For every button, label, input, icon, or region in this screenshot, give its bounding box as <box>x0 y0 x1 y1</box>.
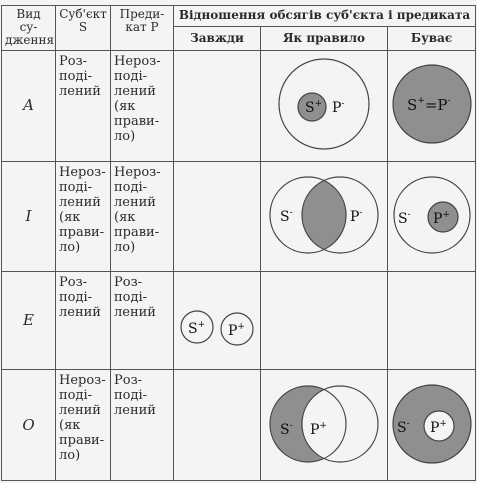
a-usually-p-sign: - <box>341 99 345 110</box>
row-a-subject: Роз- поді- лений <box>56 51 111 162</box>
svg-text:P+ <box>228 322 245 339</box>
row-a-kind: A <box>2 51 56 162</box>
row-o-always-empty <box>174 370 261 481</box>
svg-text:S+=P- <box>407 96 451 114</box>
a-sometimes-s-sign: + <box>416 96 425 107</box>
svg-text:S- <box>398 210 411 227</box>
e-always-diagram <box>175 273 259 365</box>
i-usually-diagram <box>262 163 386 267</box>
svg-text:P- <box>350 208 362 225</box>
row-e-usually-empty <box>261 272 388 370</box>
table-row-a <box>2 51 476 162</box>
i-sometimes-s-label: S <box>397 210 408 227</box>
svg-text:P- <box>332 99 344 116</box>
i-usually-p-sign: - <box>359 207 363 218</box>
row-e-always-cell <box>174 272 261 370</box>
table-row-e <box>2 272 476 370</box>
header-sometimes: Буває <box>388 27 476 51</box>
header-predicate: Преди- кат P <box>111 6 174 51</box>
o-sometimes-s-label: S <box>396 419 407 436</box>
header-always: Завжди <box>174 27 261 51</box>
o-usually-p-sign: + <box>319 420 327 431</box>
header-relation-title: Відношення обсягів суб'єкта і предиката <box>174 6 476 27</box>
row-o-usually-cell <box>261 370 388 481</box>
row-a-always-empty <box>174 51 261 162</box>
row-e-sometimes-empty <box>388 272 476 370</box>
i-usually-s-sign: - <box>289 207 293 218</box>
e-always-p-sign: + <box>237 322 245 333</box>
o-sometimes-p-sign: + <box>438 418 447 429</box>
row-o-subject: Нероз- поді- лений (як прави- ло) <box>56 370 111 481</box>
row-e-subject: Роз- поді- лений <box>56 272 111 370</box>
o-usually-s-label: S <box>280 421 290 438</box>
o-usually-diagram <box>262 372 386 476</box>
row-a-predicate: Нероз- поді- лений (як прави- ло) <box>111 51 174 162</box>
a-usually-s-sign: + <box>314 99 323 110</box>
row-i-predicate: Нероз- поді- лений (як прави- ло) <box>111 161 174 272</box>
i-sometimes-p-sign: + <box>441 209 450 220</box>
judgment-kinds-table <box>1 5 476 481</box>
row-o-sometimes-cell <box>388 370 476 481</box>
row-a-usually-cell <box>261 51 388 162</box>
a-sometimes-p-sign: - <box>447 96 451 107</box>
a-sometimes-s-label: S <box>406 96 417 115</box>
i-usually-s-label: S <box>280 208 290 225</box>
o-sometimes-p-label: P <box>429 419 439 436</box>
i-usually-p-label: P <box>350 208 360 225</box>
o-usually-p-label: P <box>310 421 320 438</box>
row-e-kind: E <box>2 272 56 370</box>
header-subject: Суб'єкт S <box>56 6 111 51</box>
row-i-subject: Нероз- поді- лений (як прави- ло) <box>56 161 111 272</box>
i-sometimes-p-label: P <box>432 210 442 227</box>
a-sometimes-diagram <box>389 52 475 156</box>
table-row-o <box>2 370 476 481</box>
header-usually: Як правило <box>261 27 388 51</box>
row-a-sometimes-cell <box>388 51 476 162</box>
a-usually-diagram <box>262 52 386 156</box>
o-sometimes-diagram <box>389 372 475 476</box>
row-o-predicate: Роз- поді- лений <box>111 370 174 481</box>
row-e-predicate: Роз- поді- лений <box>111 272 174 370</box>
a-sometimes-eq: = <box>424 96 437 115</box>
i-sometimes-diagram <box>389 163 475 267</box>
header-kind: Вид су- дження <box>2 6 56 51</box>
row-i-always-empty <box>174 161 261 272</box>
row-i-sometimes-cell <box>388 161 476 272</box>
table-row-i <box>2 161 476 272</box>
a-usually-p-label: P <box>332 100 342 117</box>
svg-text:S- <box>280 208 293 225</box>
row-i-usually-cell <box>261 161 388 272</box>
e-always-s-sign: + <box>197 320 206 331</box>
o-sometimes-s-sign: - <box>406 418 410 429</box>
a-usually-s-label: S <box>305 100 315 117</box>
i-sometimes-s-sign: - <box>407 209 411 220</box>
row-i-kind: I <box>2 161 56 272</box>
svg-text:S+ <box>188 320 205 337</box>
o-usually-s-sign: - <box>289 420 293 431</box>
row-o-kind: O <box>2 370 56 481</box>
e-always-p-label: P <box>228 323 238 340</box>
a-sometimes-p-label: P <box>436 96 447 115</box>
e-always-s-label: S <box>188 321 198 338</box>
